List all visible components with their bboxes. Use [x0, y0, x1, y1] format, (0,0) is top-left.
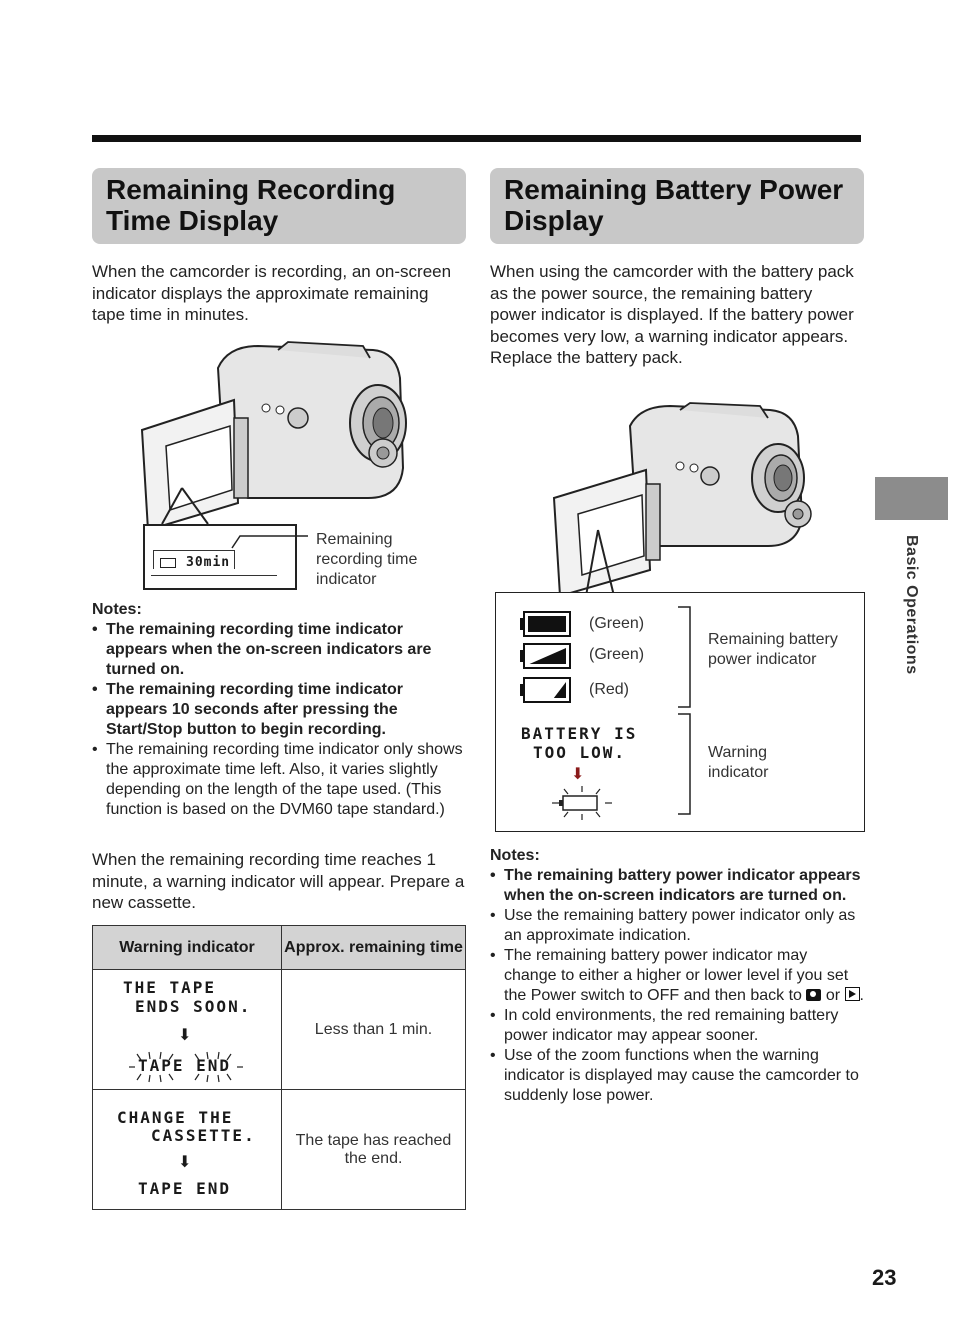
warning-paragraph: When the remaining recording time reaches 1 minute, a warning indicator will appear. Prepare a new cassette.: [92, 850, 465, 912]
battery-level-label: (Green): [589, 615, 645, 632]
note-item: [490, 946, 864, 1006]
page-number: 23: [872, 1265, 897, 1290]
top-rule: [92, 135, 861, 142]
warning-cell: [93, 1090, 282, 1210]
battery-level-label: (Red): [589, 681, 630, 698]
recording-intro: When the camcorder is recording, an on-screen indicator displays the approximate remaining tape time in minutes.: [92, 262, 452, 324]
table-row: [93, 1090, 466, 1210]
heading-text: Remaining Battery Power Display: [504, 174, 844, 236]
note-end: .: [859, 987, 864, 1004]
camera-mode-icon: [806, 989, 821, 1001]
warning-msg-line1: THE TAPE: [123, 978, 217, 997]
battery-intro: When using the camcorder with the battery pack as the power source, the remaining battery power indicator is displayed. If the battery power becomes very low, a warning indicator appears. Replace the battery pack.: [490, 262, 854, 367]
notes-title: Notes:: [92, 601, 142, 618]
callout-line: [230, 530, 310, 550]
warning-cell: [93, 970, 282, 1090]
section-side-label: Basic Operations: [903, 535, 920, 675]
warning-msg-line2: CASSETTE.: [151, 1126, 256, 1145]
table-header: Approx. remaining time: [282, 926, 466, 970]
warning-table: [92, 925, 466, 1210]
note-text: The remaining battery power indicator may change to either a higher or lower level if you set the Power switch to OFF and then back to: [504, 947, 849, 1004]
battery-icons: [518, 608, 578, 708]
note-item: • The remaining recording time indicator only shows the approximate time left. Also, it varies slightly depending on the length of the tape used. (This function is based on the DVM60 tape standard.): [92, 740, 466, 820]
notes-left: [92, 600, 466, 820]
note-item: • The remaining recording time indicator appears 10 seconds after pressing the Start/Stop button to begin recording.: [92, 680, 466, 740]
table-header-row: [93, 926, 466, 970]
tape-end-blinking: TAPE END: [138, 1056, 232, 1075]
warning-msg-line1: CHANGE THE: [117, 1108, 234, 1127]
remaining-battery-label: Remaining battery power indicator: [708, 631, 838, 668]
warning-msg-line2: ENDS SOON.: [135, 997, 252, 1016]
time-cell: The tape has reached the end.: [282, 1090, 466, 1210]
callout-label: Remaining recording time indicator: [316, 531, 418, 588]
section-heading-recording-time: [92, 168, 466, 244]
note-item: • In cold environments, the red remaining battery power indicator may appear sooner.: [490, 1006, 864, 1046]
section-heading-battery: [490, 168, 864, 244]
tape-end-static: TAPE END: [138, 1179, 232, 1198]
battery-warning-line1: BATTERY IS: [521, 724, 638, 743]
notes-title: Notes:: [490, 847, 540, 864]
camcorder-illustration-right: [550, 400, 830, 600]
note-item: • Use the remaining battery power indicator only as an approximate indication.: [490, 906, 864, 946]
note-item: • The remaining battery power indicator appears when the on-screen indicators are turned on.: [490, 866, 864, 906]
table-header: Warning indicator: [93, 926, 282, 970]
playback-mode-icon: [845, 987, 860, 1001]
note-item: • The remaining recording time indicator appears when the on-screen indicators are turned on.: [92, 620, 466, 680]
warning-indicator-label: Warning indicator: [708, 744, 769, 781]
down-arrow-icon: ⬇: [571, 766, 585, 783]
remaining-time-readout: 30min: [186, 555, 231, 570]
time-cell: Less than 1 min.: [282, 970, 466, 1090]
battery-fill: [528, 616, 566, 632]
table-row: [93, 970, 466, 1090]
note-item: • Use of the zoom functions when the warning indicator is displayed may cause the camcorder to suddenly lose power.: [490, 1046, 864, 1106]
note-or: or: [825, 987, 841, 1004]
section-side-tab: [875, 477, 948, 520]
screen-baseline: [151, 575, 277, 576]
blinking-battery-icon: [550, 785, 614, 821]
cassette-icon: [160, 558, 176, 568]
bracket-lines: [676, 604, 696, 820]
down-arrow-icon: ⬇: [178, 1154, 192, 1171]
battery-level-label: (Green): [589, 646, 645, 663]
battery-warning-line2: TOO LOW.: [533, 743, 627, 762]
notes-right: [490, 846, 864, 1106]
down-arrow-icon: ⬇: [178, 1027, 192, 1044]
heading-text: Remaining Recording Time Display: [106, 174, 396, 236]
